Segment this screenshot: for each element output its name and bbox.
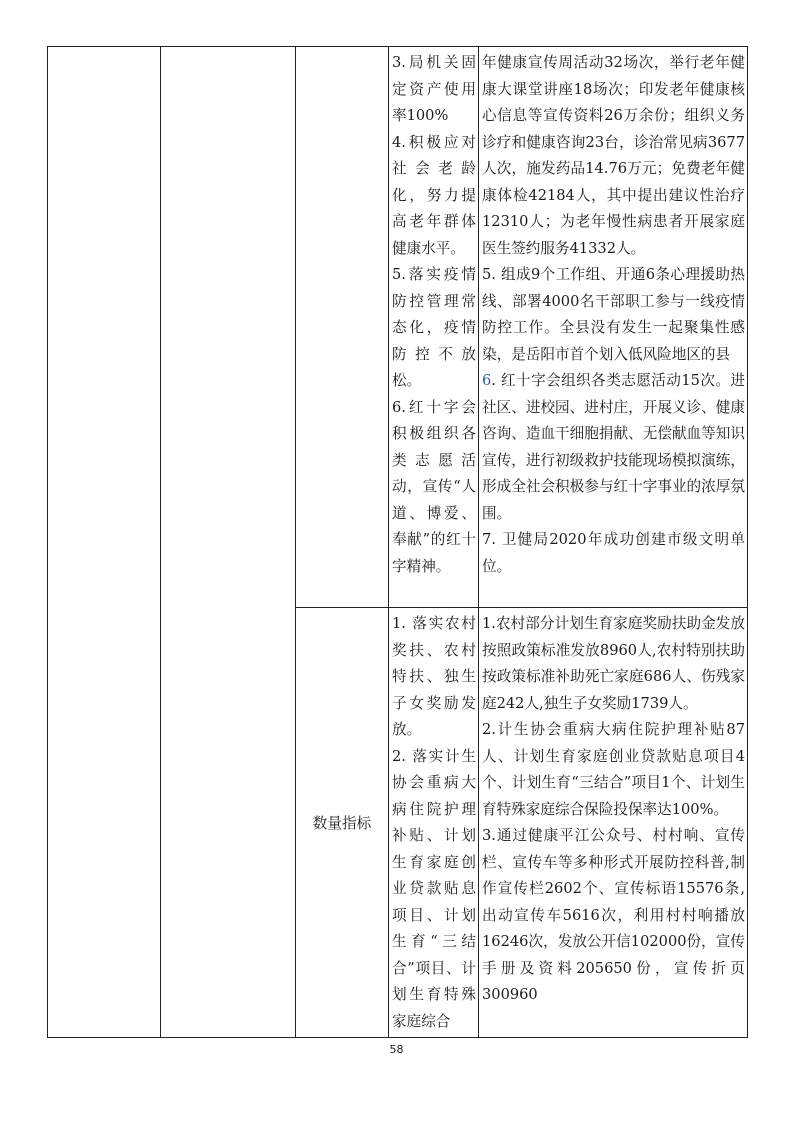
indicator-item: 4.积极应对社会老龄化，努力提高老年群体健康水平。 xyxy=(392,133,476,257)
third-level-indicator-cell xyxy=(296,47,389,608)
second-level-indicator-cell xyxy=(161,47,296,1038)
result-content-cell xyxy=(479,47,748,608)
indicator-content-cell xyxy=(389,47,479,608)
indicator-item: 2. 落实计生协会重病大病住院护理补贴、计划生育家庭创业贷款贴息项目、计划生育“三结合”项目、计划生育特殊家庭综合 xyxy=(392,747,476,1030)
result-item: 1.农村部分计划生育家庭奖励扶助金发放按照政策标准发放8960人,农村特别扶助按政策标准补助死亡家庭686人、伤残家庭242人,独生子女奖励1739人。 xyxy=(482,615,745,712)
page-number: 58 xyxy=(389,1043,404,1056)
section-label-cell xyxy=(296,608,389,1038)
indicator-item: 1. 落实农村奖扶、农村特扶、独生子女奖励发放。 xyxy=(392,615,476,738)
performance-table xyxy=(47,46,748,1038)
result-item: 5. 组成9个工作组、开通6条心理援助热线、部署4000名干部职工参与一线疫情防控工作。全县没有发生一起聚集性感染，是岳阳市首个划入低风险地区的县 xyxy=(482,266,745,363)
indicator-item: 6.红十字会积极组织各类志愿活动，宣传“人道、博爱、奉献”的红十字精神。 xyxy=(392,398,476,575)
indicator-content-cell xyxy=(389,608,479,1038)
indicator-item: 5.落实疫情防控管理常态化，疫情防控不放松。 xyxy=(392,266,476,389)
first-level-indicator-cell xyxy=(48,47,161,1038)
section-label: 数量指标 xyxy=(312,815,372,832)
result-item: 3.通过健康平江公众号、村村响、宣传栏、宣传车等多种形式开展防控科普,制作宣传栏2602个、宣传标语15576条,出动宣传车5616次，利用村村响播放16246次，发放公开信102000份，宣传手册及资料205650份，宣传折页300960 xyxy=(482,827,745,1003)
table-row xyxy=(48,47,748,608)
indicator-item: 3.局机关固定资产使用率100% xyxy=(392,54,476,124)
result-item: 7. 卫健局2020年成功创建市级文明单位。 xyxy=(482,531,745,575)
result-item: 2.计生协会重病大病住院护理补贴87人、计划生育家庭创业贷款贴息项目4个、计划生育“三结合”项目1个、计划生育特殊家庭综合保险投保率达100%。 xyxy=(482,721,745,818)
result-item: 年健康宣传周活动32场次，举行老年健康大课堂讲座18场次；印发老年健康核心信息等宣传资料26万余份；组织义务诊疗和健康咨询23台，诊治常见病3677人次，施发药品14.76万元；免费老年健康体检42184人，其中提出建议性治疗12310人；为老年慢性病患者开展家庭医生签约服务41332人。 xyxy=(482,54,745,257)
result-item-number: 6 xyxy=(482,372,492,389)
result-item xyxy=(482,368,745,527)
result-item-text: . 红十字会组织各类志愿活动15次。进社区、进校园、进村庄，开展义诊、健康咨询、造血干细胞捐献、无偿献血等知识宣传，进行初级救护技能现场模拟演练，形成全社会积极参与红十字事业的浓厚氛围。 xyxy=(482,372,745,522)
result-content-cell xyxy=(479,608,748,1038)
